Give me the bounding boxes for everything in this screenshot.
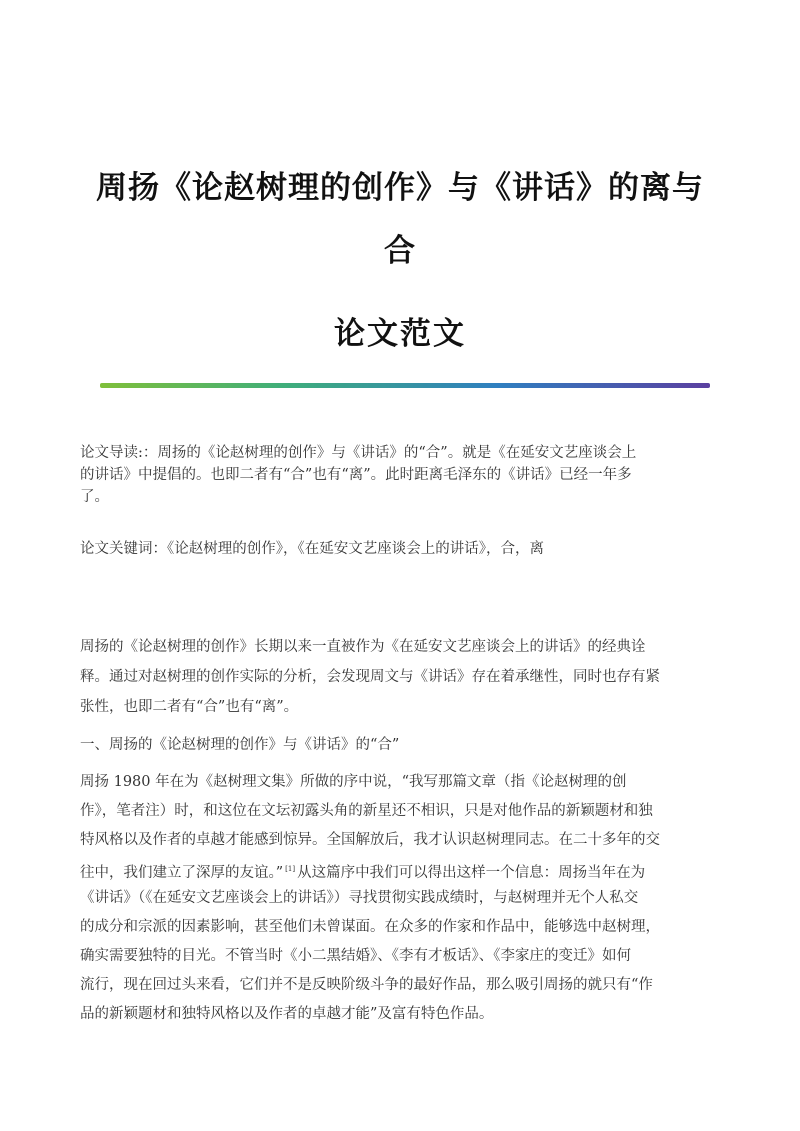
paragraph-line: 周扬 1980 年在为《赵树理文集》所做的序中说，“我写那篇文章（指《论赵树理的创 bbox=[80, 774, 627, 790]
paragraph-line: 释。通过对赵树理的创作实际的分析，会发现周文与《讲话》存在着承继性，同时也存有紧 bbox=[80, 669, 660, 685]
abstract-line: 了。 bbox=[80, 489, 109, 505]
paragraph-line: 作》，笔者注）时，和这位在文坛初露头角的新星还不相识，只是对他作品的新颖题材和独 bbox=[80, 803, 653, 819]
section-heading-1 bbox=[80, 734, 720, 756]
paragraph-line: 确实需要独特的目光。不管当时《小二黑结婚》、《李有才板话》、《李家庄的变迁》如何 bbox=[80, 948, 631, 964]
paragraph-line-text: 从这篇序中我们可以得出这样一个信息：周扬当年在为 bbox=[297, 864, 646, 881]
paragraph-line: 张性，也即二者有“合”也有“离”。 bbox=[80, 699, 299, 715]
body-paragraph-1 bbox=[80, 632, 720, 722]
paragraph-line bbox=[80, 855, 720, 884]
document-title-line-1: 周扬《论赵树理的创作》与《讲话》的离与 bbox=[96, 170, 704, 206]
paragraph-line: 的成分和宗派的因素影响，甚至他们未曾谋面。在众多的作家和作品中，能够选中赵树理， bbox=[80, 919, 660, 935]
keywords-line: 论文关键词：《论赵树理的创作》，《在延安文艺座谈会上的讲话》，合，离 bbox=[80, 541, 544, 557]
paragraph-line: 周扬的《论赵树理的创作》长期以来一直被作为《在延安文艺座谈会上的讲话》的经典诠 bbox=[80, 639, 646, 655]
document-title-line-2: 合 bbox=[384, 233, 416, 269]
paragraph-line: 《讲话》（《在延安文艺座谈会上的讲话》）寻找贯彻实践成绩时，与赵树理并无个人私交 bbox=[80, 890, 639, 906]
abstract-section bbox=[80, 442, 720, 508]
paragraph-line: 特风格以及作者的卓越才能感到惊异。全国解放后，我才认识赵树理同志。在二十多年的交 bbox=[80, 832, 660, 848]
gradient-divider bbox=[100, 383, 710, 388]
section-heading-text: 一、周扬的《论赵树理的创作》与《讲话》的“合” bbox=[80, 737, 400, 753]
paragraph-line-text: 往中，我们建立了深厚的友谊。” bbox=[80, 864, 284, 881]
abstract-line: 论文导读:：周扬的《论赵树理的创作》与《讲话》的“合”。就是《在延安文艺座谈会上 bbox=[80, 445, 637, 461]
keywords-section bbox=[80, 538, 720, 560]
document-subtitle: 论文范文 bbox=[334, 316, 466, 352]
body-paragraph-2 bbox=[80, 768, 720, 1029]
footnote-reference[interactable]: [1] bbox=[285, 865, 296, 873]
paragraph-line: 流行，现在回过头来看，它们并不是反映阶级斗争的最好作品，那么吸引周扬的就只有“作 bbox=[80, 977, 653, 993]
abstract-line: 的讲话》中提倡的。也即二者有“合”也有“离”。此时距离毛泽东的《讲话》已经一年多 bbox=[80, 467, 632, 483]
paragraph-line: 品的新颖题材和独特风格以及作者的卓越才能”及富有特色作品。 bbox=[80, 1006, 494, 1022]
